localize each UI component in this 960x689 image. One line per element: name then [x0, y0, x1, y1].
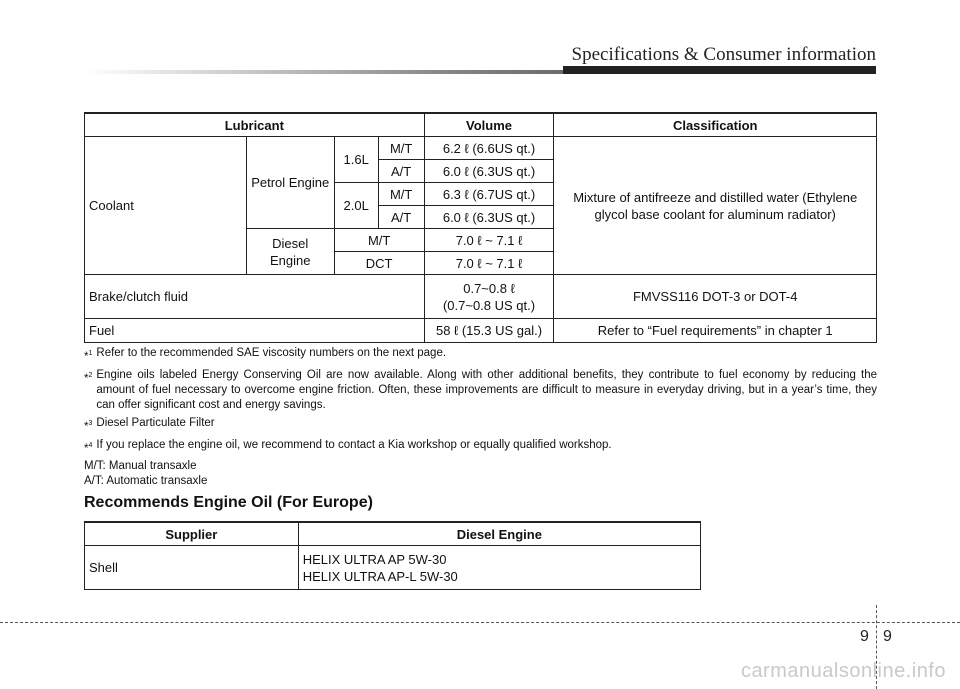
brake-fluid-classification: FMVSS116 DOT-3 or DOT-4	[554, 275, 877, 319]
footnote-marker: *$^4$	[84, 441, 93, 455]
volume-cell: 7.0 ℓ ~ 7.1 ℓ	[424, 252, 554, 275]
trans-cell: M/T	[378, 137, 424, 160]
oil-item: HELIX ULTRA AP-L 5W-30	[302, 568, 458, 584]
volume-cell: 7.0 ℓ ~ 7.1 ℓ	[424, 229, 554, 252]
oil-item: HELIX ULTRA AP 5W-30	[302, 551, 447, 567]
brake-fluid-label: Brake/clutch fluid	[85, 275, 425, 319]
trans-cell: A/T	[378, 206, 424, 229]
brake-volume-line2: (0.7~0.8 US qt.)	[442, 297, 536, 313]
engine-2-0-label: 2.0L	[334, 183, 378, 229]
footnote	[84, 346, 877, 365]
footnotes	[84, 346, 877, 489]
fuel-label: Fuel	[85, 319, 425, 343]
chapter-number: 9	[860, 628, 869, 645]
trans-cell: M/T	[334, 229, 424, 252]
header-title: Specifications & Consumer information	[571, 44, 876, 65]
footnote-text: Engine oils labeled Energy Conserving Oil are now available. Along with other additional benefits, they contribute to fuel economy by reducing the amount of fuel necessary to overcome engine friction. Often, these improvements are difficult to measure in everyday driving, but in a year’s time, they can offer significant cost and energy savings.	[96, 368, 877, 411]
header-classification: Classification	[554, 113, 877, 137]
header-volume: Volume	[424, 113, 554, 137]
footnote-text: Refer to the recommended SAE viscosity numbers on the next page.	[96, 347, 447, 359]
section-title: Recommends Engine Oil (For Europe)	[84, 494, 373, 511]
trans-cell: DCT	[334, 252, 424, 275]
header-bar	[563, 66, 876, 74]
diesel-engine-label: Diesel Engine	[246, 229, 334, 275]
volume-cell: 6.0 ℓ (6.3US qt.)	[424, 160, 554, 183]
abbreviation: A/T: Automatic transaxle	[84, 475, 208, 488]
engine-oil-table	[84, 521, 701, 590]
footnote	[84, 368, 877, 413]
page-number: 9	[883, 628, 892, 645]
footnote	[84, 438, 877, 457]
volume-cell: 6.2 ℓ (6.6US qt.)	[424, 137, 554, 160]
footnote-text: If you replace the engine oil, we recommend to contact a Kia workshop or equally qualified workshop.	[96, 438, 612, 451]
oil-list	[298, 546, 700, 590]
footnote	[84, 416, 877, 435]
header-supplier: Supplier	[85, 522, 299, 546]
abbreviation: M/T: Manual transaxle	[84, 460, 197, 473]
volume-cell: 6.0 ℓ (6.3US qt.)	[424, 206, 554, 229]
specifications-table	[84, 112, 877, 343]
header-diesel-engine: Diesel Engine	[298, 522, 700, 546]
brake-fluid-volume	[424, 275, 554, 319]
footnote-marker: *$^1$	[84, 350, 93, 363]
footnote-marker: *$^2$	[84, 371, 93, 385]
watermark: carmanualsonline.info	[740, 660, 946, 682]
header-lubricant: Lubricant	[85, 113, 425, 137]
volume-cell: 6.3 ℓ (6.7US qt.)	[424, 183, 554, 206]
supplier-cell: Shell	[85, 546, 299, 590]
brake-volume-line1: 0.7~0.8 ℓ	[463, 280, 515, 296]
coolant-classification: Mixture of antifreeze and distilled water (Ethylene glycol base coolant for aluminum radiator)	[554, 137, 877, 275]
petrol-engine-label: Petrol Engine	[246, 137, 334, 229]
coolant-label: Coolant	[85, 137, 247, 275]
footer-dashed-rule	[0, 622, 960, 623]
fuel-classification: Refer to “Fuel requirements” in chapter 1	[554, 319, 877, 343]
trans-cell: M/T	[378, 183, 424, 206]
footnote-text: Diesel Particulate Filter	[96, 416, 215, 429]
engine-1-6-label: 1.6L	[334, 137, 378, 183]
trans-cell: A/T	[378, 160, 424, 183]
footnote-marker: *$^3$	[84, 419, 93, 433]
fuel-volume: 58 ℓ (15.3 US gal.)	[424, 319, 554, 343]
